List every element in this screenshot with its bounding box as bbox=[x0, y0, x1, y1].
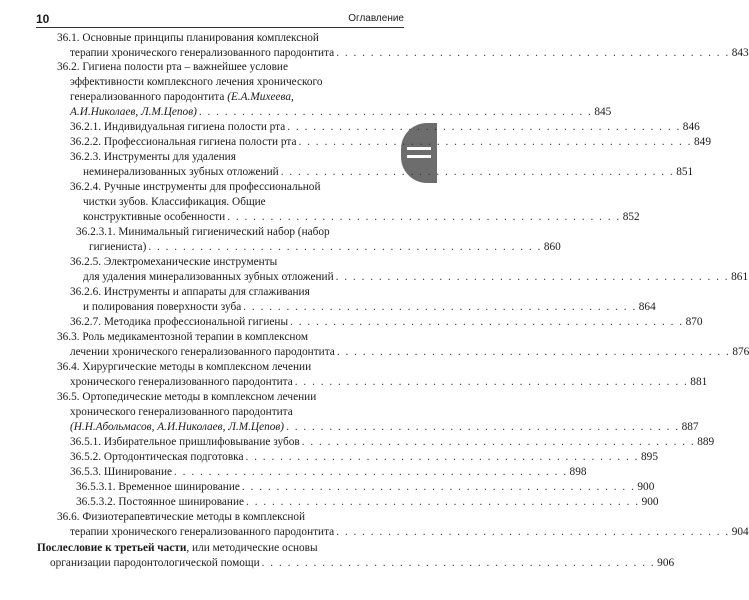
page-ref: 861 bbox=[731, 271, 749, 283]
page-ref: 895 bbox=[641, 451, 658, 463]
page-ref: 881 bbox=[690, 376, 708, 388]
dot-leader: . . . . . . . . . . . . . . . . . . . . . . . . . . . . . . . . . . . . . . . . . . . . . . bbox=[174, 466, 568, 478]
dot-leader: . . . . . . . . . . . . . . . . . . . . . . . . . . . . . . . . . . . . . . . . . . . . . . bbox=[336, 346, 731, 358]
dot-leader: . . . . . . . . . . . . . . . . . . . . . . . . . . . . . . . . . . . . . . . . . . . . . . bbox=[227, 211, 621, 223]
dot-leader: . . . . . . . . . . . . . . . . . . . . . . . . . . . . . . . . . . . . . . . . . . . . . . bbox=[198, 106, 593, 118]
dot-leader: . . . . . . . . . . . . . . . . . . . . . . . . . . . . . . . . . . . . . . . . . . . . . . bbox=[241, 481, 636, 493]
dot-leader: . . . . . . . . . . . . . . . . . . . . . . . . . . . . . . . . . . . . . . . . . . . . . . bbox=[336, 47, 730, 59]
dot-leader: . . . . . . . . . . . . . . . . . . . . . . . . . . . . . . . . . . . . . . . . . . . . . . bbox=[261, 557, 656, 569]
page-ref: 900 bbox=[641, 496, 659, 508]
dot-leader: . . . . . . . . . . . . . . . . . . . . . . . . . . . . . . . . . . . . . . . . . . . . . . bbox=[287, 121, 681, 133]
page-ref: 904 bbox=[731, 526, 749, 538]
page-ref: 849 bbox=[694, 136, 711, 148]
dot-leader: . . . . . . . . . . . . . . . . . . . . . . . . . . . . . . . . . . . . . . . . . . . . . . bbox=[290, 316, 684, 328]
page-ref: 889 bbox=[697, 436, 715, 448]
page-ref: 846 bbox=[682, 121, 700, 133]
dot-leader: . . . . . . . . . . . . . . . . . . . . . . . . . . . . . . . . . . . . . . . . . . . . . . bbox=[294, 376, 689, 388]
dot-leader: . . . . . . . . . . . . . . . . . . . . . . . . . . . . . . . . . . . . . . . . . . . . . . bbox=[286, 421, 680, 433]
dot-leader: . . . . . . . . . . . . . . . . . . . . . . . . . . . . . . . . . . . . . . . . . . . . . . bbox=[280, 166, 675, 178]
dot-leader: . . . . . . . . . . . . . . . . . . . . . . . . . . . . . . . . . . . . . . . . . . . . . . bbox=[336, 526, 730, 538]
dot-leader: . . . . . . . . . . . . . . . . . . . . . . . . . . . . . . . . . . . . . . . . . . . . . . bbox=[298, 136, 693, 148]
page-ref: 852 bbox=[622, 211, 640, 223]
page-ref: 851 bbox=[676, 166, 694, 178]
page-ref: 864 bbox=[638, 301, 656, 313]
dot-leader: . . . . . . . . . . . . . . . . . . . . . . . . . . . . . . . . . . . . . . . . . . . . . . bbox=[246, 496, 640, 508]
page-ref: 887 bbox=[681, 421, 699, 433]
dot-leader: . . . . . . . . . . . . . . . . . . . . . . . . . . . . . . . . . . . . . . . . . . . . . . bbox=[243, 301, 637, 313]
dot-leader: . . . . . . . . . . . . . . . . . . . . . . . . . . . . . . . . . . . . . . . . . . . . . . bbox=[335, 271, 730, 283]
page-ref: 898 bbox=[569, 466, 587, 478]
table-of-contents: 36.1. Основные принципы планирования комплексной терапии хронического генерализованного пародонтита . . . . . . . . . . . . . . . . . . . . . . . . . . . . . . . . . . . . . . . . . . . . . . 843 36.2. Гигиена полости рта – важнейшее условие эффективности комплексного лечения хронического генерализованного пародонтита (Е.А.Михеева, А.И.Николаев, Л.М.Цепов) . . . . . . . . . . . . . . . . . . . . . . . . . . . . . . . . . . . . . . . . . . . . . . 845 36.2.1. Индивидуальная гигиена полости рта . . . . . . . . . . . . . . . . . . . . . . . . . . . . . . . . . . . . . . . . . . . . . . 846 36.2.2. Профессиональная гигиена полости рта . . . . . . . . . . . . . . . . . . . . . . . . . . . . . . . . . . . . . . . . . . . . . . 849 36.2.3. Инструменты для удаления неминерализованных зубных отложений . . . . . . . . . . . . . . . . . . . . . . . . . . . . . . . . . . . . . . . . . . . . . . 851 36.2.4. Ручные инструменты для профессиональной чистки зубов. Классификация. Общие конструктивные особенности . . . . . . . . . . . . . . . . . . . . . . . . . . . . . . . . . . . . . . . . . . . . . . 852 36.2.3.1. Минимальный гигиенический набор (набор гигиениста) . . . . . . . . . . . . . . . . . . . . . . . . . . . . . . . . . . . . . . . . . . . . . . 860 36.2.5. Электромеханические инструменты для удаления минерализованных зубных отложений . . . . . . . . . . . . . . . . . . . . . . . . . . . . . . . . . . . . . . . . . . . . . . 861 36.2.6. Инструменты и аппараты для сглаживания и полирования поверхности зуба . . . . . . . . . . . . . . . . . . . . . . . . . . . . . . . . . . . . . . . . . . . . . . 864 36.2.7. Методика профессиональной гигиены . . . . . . . . . . . . . . . . . . . . . . . . . . . . . . . . . . . . . . . . . . . . . . 870 36.3. Роль медикаментозной терапии в комплексном лечении хронического генерализованного пародонтита . . . . . . . . . . . . . . . . . . . . . . . . . . . . . . . . . . . . . . . . . . . . . . 876 36.4. Хирургические методы в комплексном лечении хронического генерализованного пародонтита . . . . . . . . . . . . . . . . . . . . . . . . . . . . . . . . . . . . . . . . . . . . . . 881 36.5. Ортопедические методы в комплексном лечении хронического генерализованного пародонтита (Н.Н.Абольмасов, А.И.Николаев, Л.М.Цепов) . . . . . . . . . . . . . . . . . . . . . . . . . . . . . . . . . . . . . . . . . . . . . . 887 36.5.1. Избирательное пришлифовывание зубов . . . . . . . . . . . . . . . . . . . . . . . . . . . . . . . . . . . . . . . . . . . . . . 889 36.5.2. Ортодонтическая подготовка . . . . . . . . . . . . . . . . . . . . . . . . . . . . . . . . . . . . . . . . . . . . . . 895 36.5.3. Шинирование . . . . . . . . . . . . . . . . . . . . . . . . . . . . . . . . . . . . . . . . . . . . . . 898 36.5.3.1. Временное шинирование . . . . . . . . . . . . . . . . . . . . . . . . . . . . . . . . . . . . . . . . . . . . . . 900 36.5.3.2. Постоянное шинирование . . . . . . . . . . . . . . . . . . . . . . . . . . . . . . . . . . . . . . . . . . . . . . 900 36.6. Физиотерапевтические методы в комплексной терапии хронического генерализованного пародонтита . . . . . . . . . . . . . . . . . . . . . . . . . . . . . . . . . . . . . . . . . . . . . . 904 Послесловие к третьей части, или методические основы организации пародонтологической помощи . . . . . . . . . . . . . . . . . . . . . . . . . . . . . . . . . . . . . . . . . . . . . . 906 bbox=[37, 32, 749, 569]
dot-leader: . . . . . . . . . . . . . . . . . . . . . . . . . . . . . . . . . . . . . . . . . . . . . . bbox=[148, 241, 542, 253]
page-ref: 906 bbox=[657, 557, 675, 569]
page-ref: 860 bbox=[543, 241, 561, 253]
page-ref: 845 bbox=[594, 106, 612, 118]
dot-leader: . . . . . . . . . . . . . . . . . . . . . . . . . . . . . . . . . . . . . . . . . . . . . . bbox=[301, 436, 696, 448]
page-ref: 876 bbox=[732, 346, 749, 358]
page-ref: 843 bbox=[731, 47, 749, 59]
page-ref: 900 bbox=[637, 481, 655, 493]
section-title: Оглавление bbox=[348, 13, 404, 24]
page-number: 10 bbox=[36, 12, 50, 26]
page-ref: 870 bbox=[685, 316, 703, 328]
dot-leader: . . . . . . . . . . . . . . . . . . . . . . . . . . . . . . . . . . . . . . . . . . . . . . bbox=[245, 451, 640, 463]
